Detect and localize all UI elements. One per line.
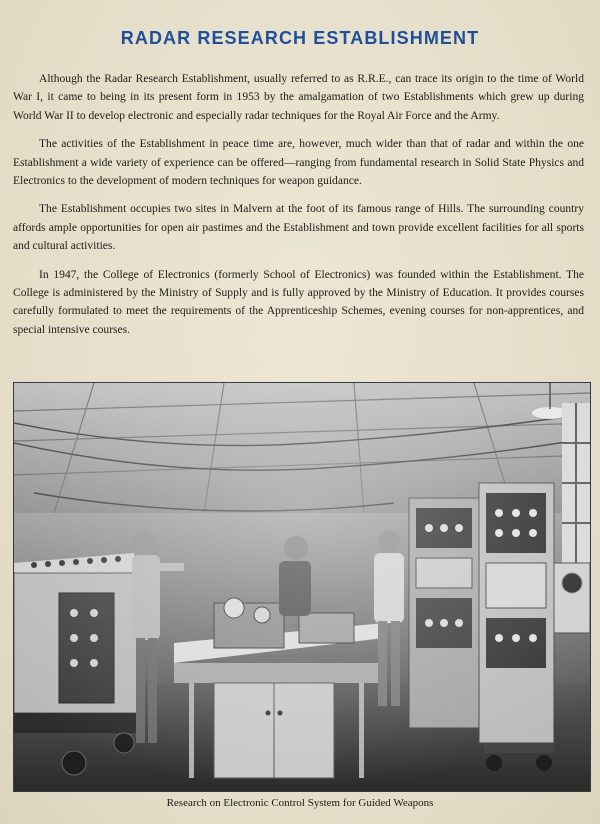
paragraph-2: The activities of the Establishment in peace time are, however, much wider than that of radar and within the one Establishment a wide variety of experience can be offered—ranging from fundamental research in Solid State Physics and Electronics to the development of modern techniques for weapon guidance. bbox=[13, 138, 584, 188]
paragraph-4: In 1947, the College of Electronics (formerly School of Electronics) was founded within the Establishment. The College is administered by the Ministry of Supply and is fully approved by the Ministry of Education. It provides courses carefully formulated to meet the requirements of the Apprenticeship Schemes, evening courses for non-apprentices, and special intensive courses. bbox=[13, 268, 584, 336]
photo-caption: Research on Electronic Control System for Guided Weapons bbox=[166, 797, 434, 809]
page-title: RADAR RESEARCH ESTABLISHMENT bbox=[120, 28, 480, 48]
body-text bbox=[13, 70, 584, 349]
laboratory-photograph bbox=[13, 382, 591, 792]
paragraph-1: Although the Radar Research Establishment, usually referred to as R.R.E., can trace its origin to the time of World War I, it came to being in its present form in 1953 by the amalgamation of two Establishments which grew up during World War II to develop electronic and especially radar techniques for the Royal Air Force and the Army. bbox=[13, 73, 584, 122]
paragraph-3: The Establishment occupies two sites in Malvern at the foot of its famous range of Hills. The surrounding country affords ample opportunities for open air pastimes and the Establishment and town provide excellent facilities for all sports and cultural activities. bbox=[13, 203, 584, 253]
